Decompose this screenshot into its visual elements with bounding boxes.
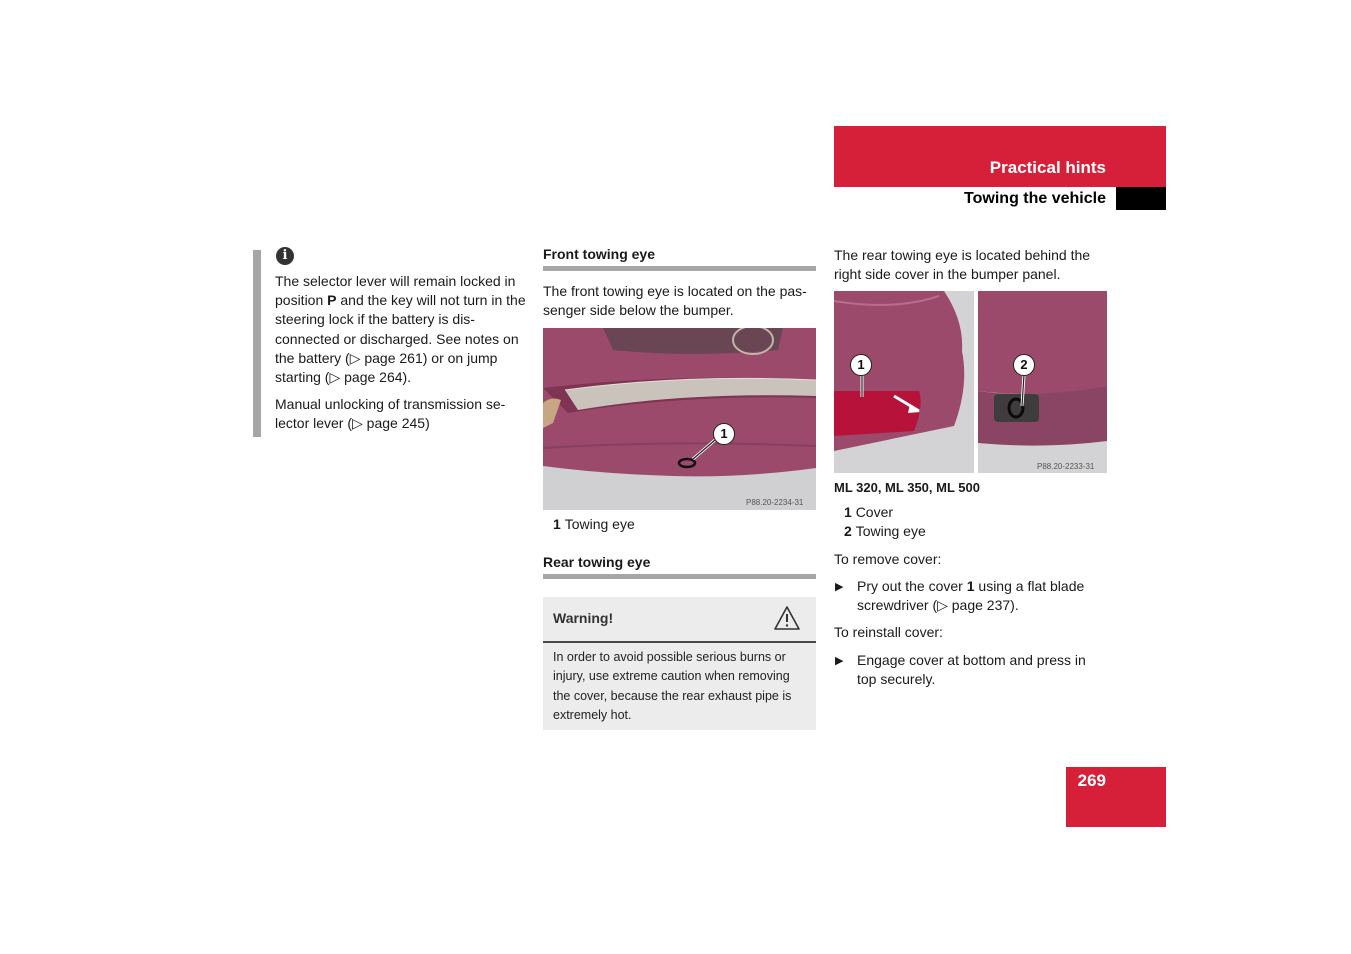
remove-cover-step: Pry out the cover 1 using a flat blade screwdriver (▷ page 237). [857,578,1085,614]
heading-rule [543,574,816,579]
warning-title: Warning! [553,610,614,626]
bullet-arrow-icon: ▶ [835,581,844,593]
front-caption: 1 Towing eye [553,516,635,532]
warning-body: In order to avoid possible serious burns or injury, use extreme caution when removing the cover, because the rear exhaust pipe is extremely hot. [553,650,792,722]
front-bumper-illustration [543,328,816,510]
warning-triangle-icon [773,605,801,631]
photo-code: P88.20-2234-31 [746,498,804,507]
remove-cover-label: To remove cover: [834,551,942,567]
callout-1: 1 [713,423,735,445]
note-paragraph-2: Manual unlocking of transmission se-lector lever (▷ page 245) [275,396,506,432]
rear-bumper-illustration [834,291,1107,473]
header-black-marker [1116,187,1166,210]
warning-divider [543,641,816,643]
page-number: 269 [1077,771,1106,790]
rear-bumper-photo [834,291,1107,473]
rear-towing-eye-heading: Rear towing eye [543,554,651,570]
front-towing-eye-heading: Front towing eye [543,246,655,262]
note-paragraph-1: The selector lever will remain locked in position P and the key will not turn in the steering lock if the battery is dis-connected or discharged. See notes on the battery (▷ page 261) or on jump starting (▷ page 264). [275,273,526,386]
front-towing-eye-text: The front towing eye is located on the pas-senger side below the bumper. [543,283,807,319]
callout-1: 1 [850,354,872,376]
heading-rule [543,266,816,271]
legend-item: 1 Cover [844,504,894,520]
section-title: Practical hints [989,158,1106,177]
subsection-title: Towing the vehicle [964,190,1106,207]
model-list: ML 320, ML 350, ML 500 [834,480,980,495]
bullet-arrow-icon: ▶ [835,655,844,667]
front-bumper-photo [543,328,816,510]
reinstall-cover-label: To reinstall cover: [834,624,943,640]
reinstall-cover-step: Engage cover at bottom and press in top securely. [857,652,1086,688]
rear-intro-text: The rear towing eye is located behind the right side cover in the bumper panel. [834,247,1091,283]
callout-2: 2 [1013,354,1035,376]
photo-code: P88.20-2233-31 [1037,462,1095,471]
info-icon: i [276,247,294,265]
note-bar [253,250,261,437]
legend-item: 2 Towing eye [844,523,926,539]
